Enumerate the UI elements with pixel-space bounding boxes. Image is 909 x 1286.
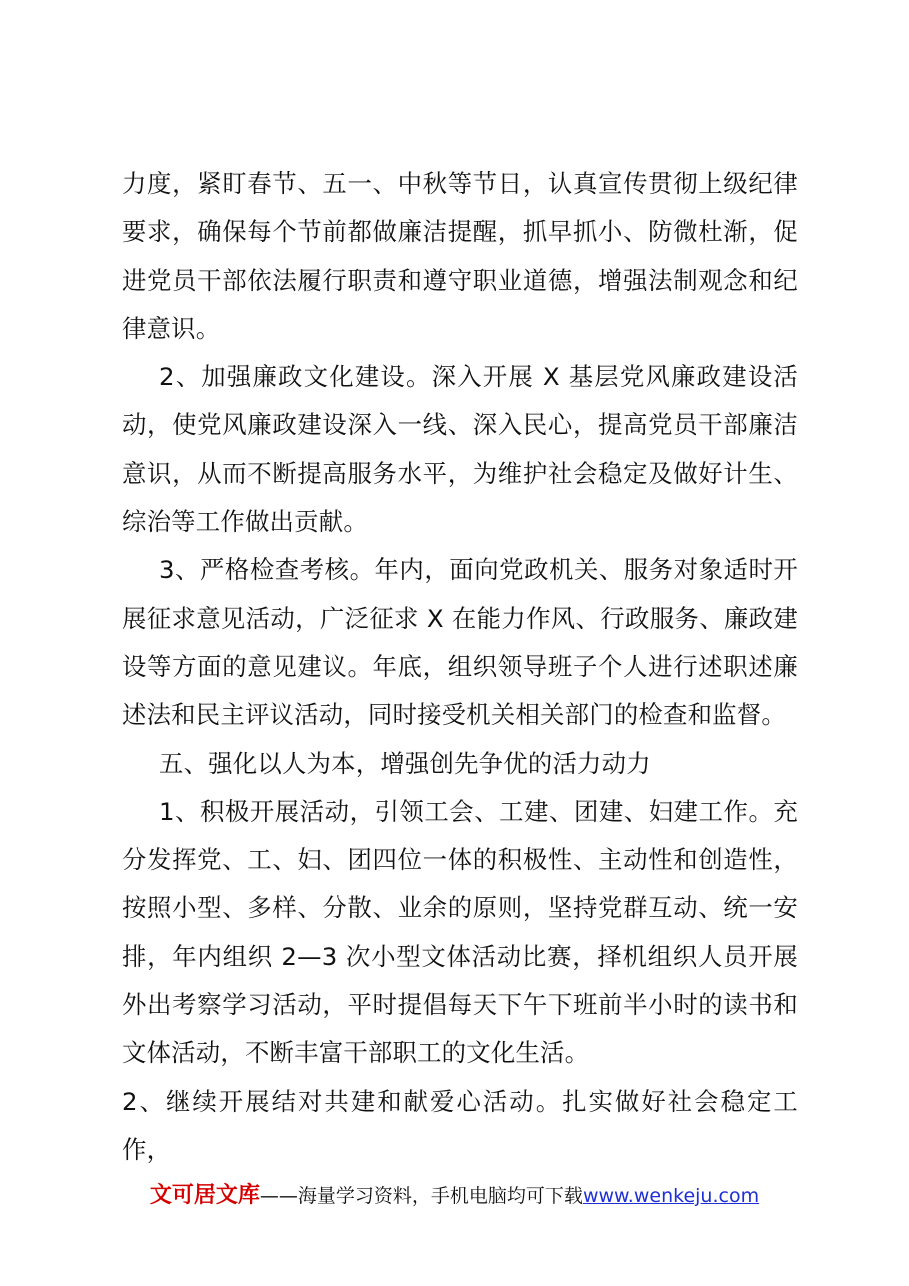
paragraph-section5-item-2: 2、继续开展结对共建和献爱心活动。扎实做好社会稳定工作， <box>122 1086 798 1164</box>
paragraph-continuation: 力度，紧盯春节、五一、中秋等节日，认真宣传贯彻上级纪律要求，确保每个节前都做廉洁提醒，抓早抓小、防微杜渐，促进党员干部依法履行职责和遵守职业道德，增强法制观念和纪律意识。 <box>122 169 798 343</box>
paragraph-section5-item-1: 1、积极开展活动，引领工会、工建、团建、妇建工作。充分发挥党、工、妇、团四位一体的积极性、主动性和创造性，按照小型、多样、分散、业余的原则，坚持党群互动、统一安排，年内组织 2—3 次小型文体活动比赛，择机组织人员开展外出考察学习活动，平时提倡每天下午下班前半小时的读书和文体活动，不断丰富干部职工的文化生活。 <box>122 796 798 1068</box>
document-body <box>122 160 798 1174</box>
paragraph-item-3: 3、严格检查考核。年内，面向党政机关、服务对象适时开展征求意见活动，广泛征求 X 在能力作风、行政服务、廉政建设等方面的意见建议。年底，组织领导班子个人进行述职述廉述法和民主评议活动，同时接受机关相关部门的检查和监督。 <box>122 555 798 730</box>
footer-link[interactable]: www.wenkeju.com <box>582 1185 760 1207</box>
footer-slogan: ——海量学习资料，手机电脑均可下载 <box>259 1185 583 1207</box>
footer-banner <box>0 1178 909 1209</box>
footer-brand: 文可居文库 <box>149 1183 260 1208</box>
paragraph-item-2: 2、加强廉政文化建设。深入开展 X 基层党风廉政建设活动，使党风廉政建设深入一线、深入民心，提高党员干部廉洁意识，从而不断提高服务水平，为维护社会稳定及做好计生、综治等工作做出贡献。 <box>122 362 798 537</box>
section-heading-five: 五、强化以人为本，增强创先争优的活力动力 <box>159 748 651 778</box>
